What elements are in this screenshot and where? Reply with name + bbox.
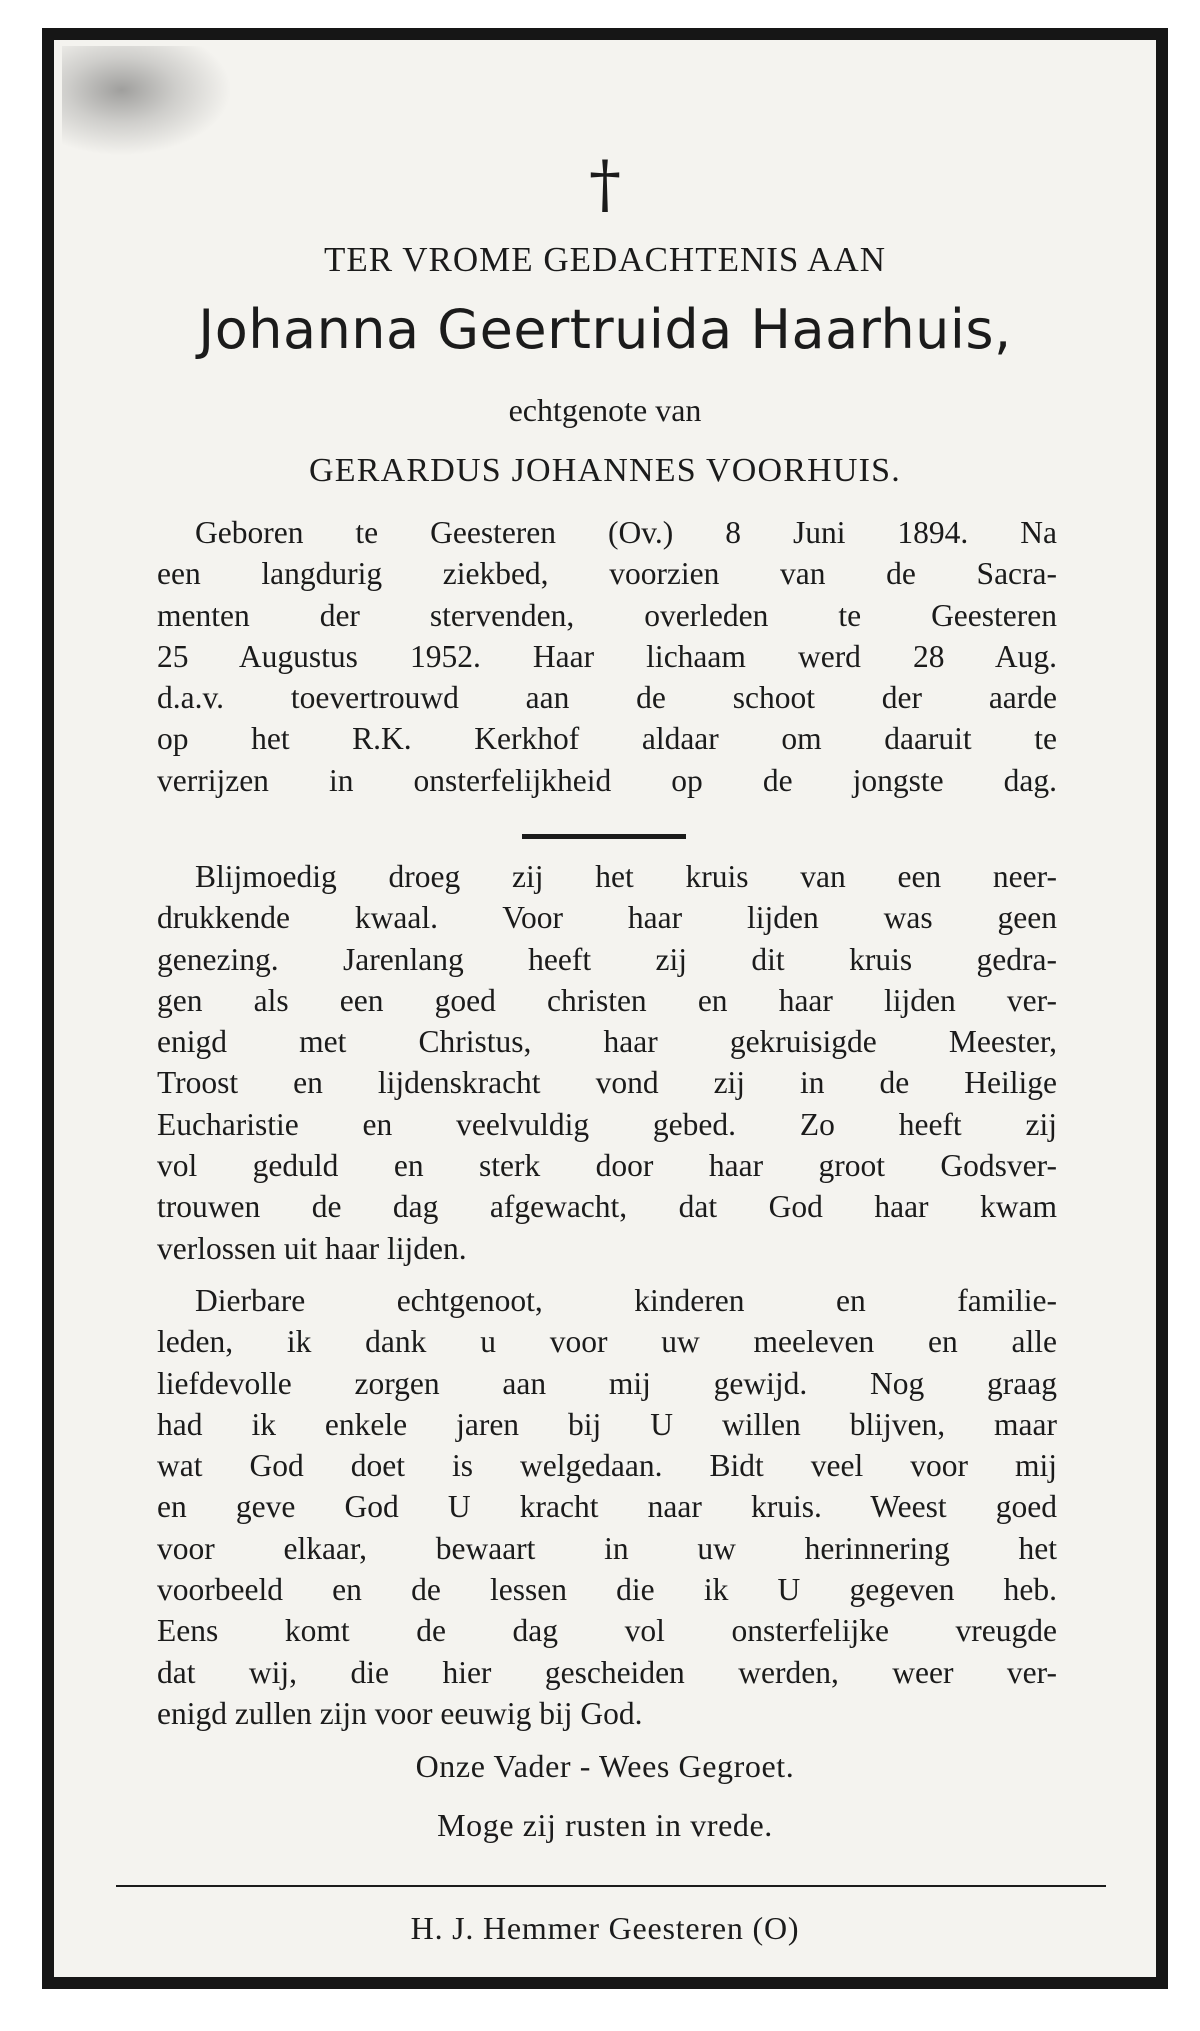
farewell-paragraph: [157, 1280, 1057, 1734]
text-line: enigd met Christus, haar gekruisigde Meester,: [157, 1024, 1057, 1060]
text-line: enigd zullen zijn voor eeuwig bij God.: [157, 1695, 643, 1731]
text-line: Blijmoedig droeg zij het kruis van een neer-: [195, 859, 1057, 894]
spouse-intro: echtgenote van: [508, 392, 702, 428]
text-line: leden, ik dank u voor uw meeleven en alle: [157, 1324, 1057, 1360]
deceased-name: Johanna Geertruida Haarhuis,: [198, 298, 1012, 361]
ink-smudge: [62, 46, 232, 156]
text-line: drukkende kwaal. Voor haar lijden was geen: [157, 900, 1057, 936]
text-line: op het R.K. Kerkhof aldaar om daaruit te: [157, 721, 1057, 757]
text-line: dat wij, die hier gescheiden werden, weer ver-: [157, 1654, 1057, 1690]
text-line: trouwen de dag afgewacht, dat God haar kwam: [157, 1189, 1057, 1225]
text-line: voorbeeld en de lessen die ik U gegeven heb.: [157, 1572, 1057, 1608]
meditation-paragraph: [157, 856, 1057, 1269]
text-line: liefdevolle zorgen aan mij gewijd. Nog graag: [157, 1365, 1057, 1401]
rest-in-peace-line: Moge zij rusten in vrede.: [437, 1807, 773, 1843]
cross-icon: †: [589, 148, 621, 222]
text-line: vol geduld en sterk door haar groot Godsver-: [157, 1148, 1057, 1184]
text-line: Dierbare echtgenoot, kinderen en familie-: [195, 1283, 1057, 1318]
card-heading: TER VROME GEDACHTENIS AAN: [324, 240, 886, 279]
text-line: verrijzen in onsterfelijkheid op de jongste dag.: [157, 762, 1057, 798]
text-line: menten der stervenden, overleden te Geesteren: [157, 597, 1057, 633]
spouse-name: GERARDUS JOHANNES VOORHUIS.: [309, 452, 901, 489]
text-line: voor elkaar, bewaart in uw herinnering het: [157, 1530, 1057, 1566]
text-line: wat God doet is welgedaan. Bidt veel voor mij: [157, 1448, 1057, 1484]
text-line: verlossen uit haar lijden.: [157, 1230, 467, 1266]
memorial-card: [42, 28, 1168, 1989]
text-line: Eens komt de dag vol onsterfelijke vreugde: [157, 1613, 1057, 1649]
prayer-line: Onze Vader - Wees Gegroet.: [415, 1748, 795, 1784]
text-line: Geboren te Geesteren (Ov.) 8 Juni 1894. Na: [195, 515, 1057, 550]
text-line: 25 Augustus 1952. Haar lichaam werd 28 Aug.: [157, 638, 1057, 674]
text-line: genezing. Jarenlang heeft zij dit kruis gedra-: [157, 941, 1057, 977]
text-line: d.a.v. toevertrouwd aan de schoot der aarde: [157, 680, 1057, 716]
text-line: een langdurig ziekbed, voorzien van de Sacra-: [157, 556, 1057, 592]
text-line: gen als een goed christen en haar lijden ver-: [157, 982, 1057, 1018]
text-line: had ik enkele jaren bij U willen blijven, maar: [157, 1406, 1057, 1442]
text-line: en geve God U kracht naar kruis. Weest goed: [157, 1489, 1057, 1525]
text-line: Eucharistie en veelvuldig gebed. Zo heeft zij: [157, 1106, 1057, 1142]
footer-rule: [116, 1885, 1106, 1887]
divider: [522, 834, 686, 839]
printer-credit: H. J. Hemmer Geesteren (O): [410, 1910, 800, 1946]
text-line: Troost en lijdenskracht vond zij in de Heilige: [157, 1065, 1057, 1101]
biography-paragraph: [157, 512, 1057, 801]
